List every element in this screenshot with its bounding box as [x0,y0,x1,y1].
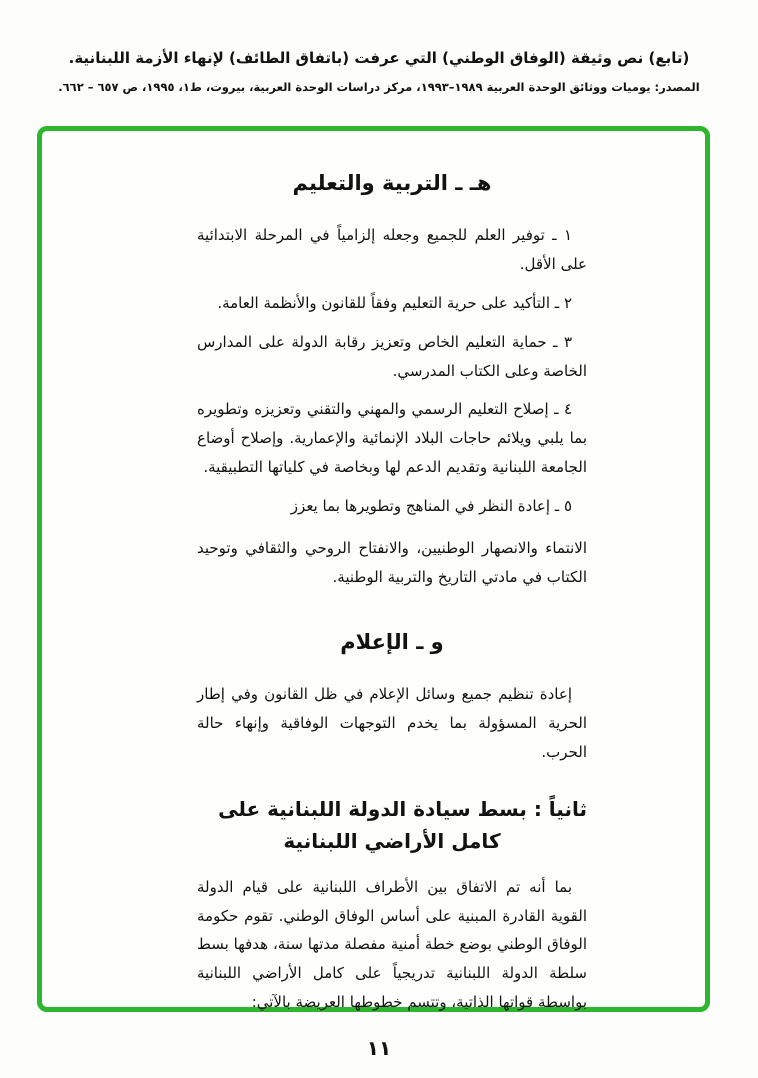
education-item-1: ١ ـ توفير العلم للجميع وجعله إلزامياً في المرحلة الابتدائية على الأقل. [197,226,587,274]
education-item-2: ٢ ـ التأكيد على حرية التعليم وفقاً للقانون والأنظمة العامة. [217,293,572,312]
section-media-heading: و ـ الإعلام [340,630,444,655]
document-text-column [197,163,587,1017]
second-section-paragraph: بما أنه تم الاتفاق بين الأطراف اللبنانية على قيام الدولة القوية القادرة المبنية على أساس الوفاق الوطني. تقوم حكومة الوفاق الوطني بوضع خطة أمنية مفصلة مدتها سنة، هدفها بسط سلطة الدولة اللبنانية تدريجياً على كامل الأراضي اللبنانية بواسطة قواتها الذاتية، وتتسم خطوطها العريضة بالآتي: [197,877,587,1011]
document-source-line: المصدر: يوميات ووثائق الوحدة العربية ١٩٨٩–١٩٩٣، مركز دراسات الوحدة العربية، بيروت، ط١، ١٩٩٥، ص ٦٥٧ – ٦٦٢. [58,80,700,94]
section-education-heading: هـ ـ التربية والتعليم [292,171,492,195]
education-item-5: ٥ ـ إعادة النظر في المناهج وتطويرها بما يعزز [290,496,572,515]
page-number: ١١ [366,1036,392,1060]
section-second-heading-line1: ثانياً : بسط سيادة الدولة اللبنانية على [218,796,587,821]
education-item-4: ٤ ـ إصلاح التعليم الرسمي والمهني والتقني وتعزيزه وتطويره بما يلبي ويلائم حاجات البلاد الإنمائية والإعمارية. وإصلاح أوضاع الجامعة اللبنانية وتقديم الدعم لها وبخاصة في كلياتها التطبيقية. [197,400,587,476]
document-green-frame [37,126,710,1012]
page-header [0,48,758,95]
document-title: (تابع) نص وثيقة (الوفاق الوطني) التي عرفت (باتفاق الطائف) لإنهاء الأزمة اللبنانية. [68,49,690,67]
section-second-heading [197,793,587,857]
media-paragraph: إعادة تنظيم جميع وسائل الإعلام في ظل القانون وفي إطار الحرية المسؤولة بما يخدم التوجهات الوفاقية وإنهاء حالة الحرب. [197,685,587,761]
education-item-5-continuation: الانتماء والانصهار الوطنيين، والانفتاح الروحي والثقافي وتوحيد الكتاب في مادتي التاريخ والتربية الوطنية. [197,539,587,587]
section-second-heading-line2: كامل الأراضي اللبنانية [283,828,501,853]
education-item-3: ٣ ـ حماية التعليم الخاص وتعزيز رقابة الدولة على المدارس الخاصة وعلى الكتاب المدرسي. [197,332,587,380]
